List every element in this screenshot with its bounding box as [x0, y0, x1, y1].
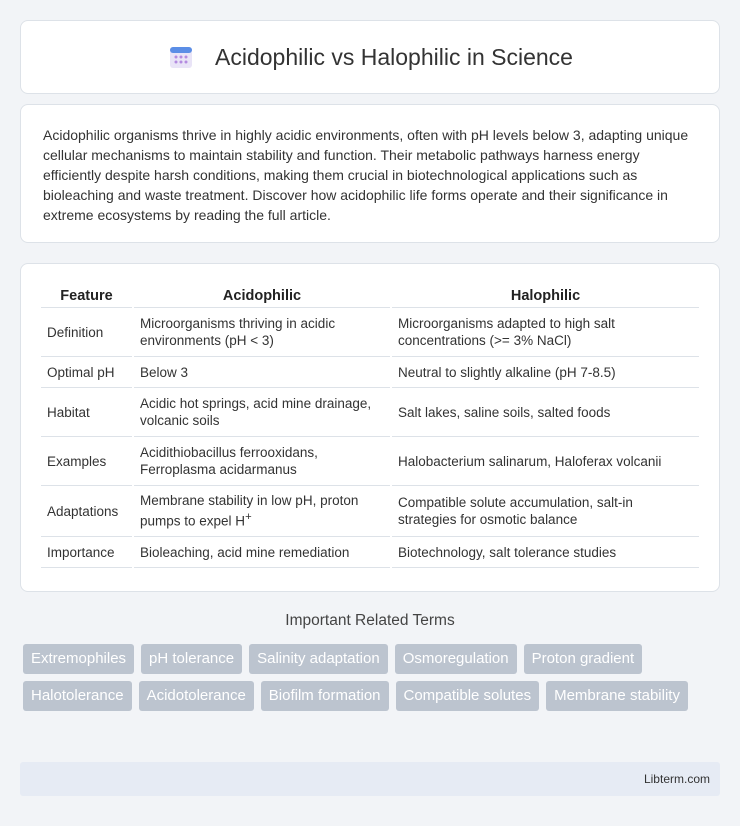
tag-proton-gradient[interactable]: Proton gradient — [524, 644, 643, 674]
table-row — [41, 537, 699, 568]
header-card — [20, 20, 720, 94]
comparison-table — [41, 284, 699, 568]
table-row — [41, 308, 699, 357]
acidophilic-cell: Bioleaching, acid mine remediation — [133, 537, 391, 568]
footer — [20, 762, 720, 796]
tag-biofilm-formation[interactable]: Biofilm formation — [261, 681, 389, 711]
tag-extremophiles[interactable]: Extremophiles — [23, 644, 134, 674]
table-row — [41, 437, 699, 486]
related-terms-title: Important Related Terms — [285, 612, 455, 629]
intro-card — [20, 104, 720, 243]
halophilic-cell: Compatible solute accumulation, salt-in strategies for osmotic balance — [391, 486, 699, 537]
acidophilic-cell: Acidic hot springs, acid mine drainage, volcanic soils — [133, 388, 391, 437]
table-row — [41, 486, 699, 537]
tag-ph-tolerance[interactable]: pH tolerance — [141, 644, 242, 674]
acidophilic-cell: Microorganisms thriving in acidic environments (pH < 3) — [133, 308, 391, 357]
table-header-row — [41, 284, 699, 308]
footer-site-link[interactable]: Libterm.com — [643, 772, 710, 786]
intro-text: Acidophilic organisms thrive in highly acidic environments, often with pH levels below 3, adapting unique cellular mechanisms to maintain stability and function. Their metabolic pathways harness energy efficiently despite harsh conditions, making them crucial in biotechnological applications such as bioleaching and waste treatment. Discover how acidophilic life forms operate and their significance in extreme ecosystems by reading the full article. — [43, 127, 689, 223]
header-feature: Feature — [41, 284, 133, 308]
page-title: Acidophilic vs Halophilic in Science — [215, 43, 573, 70]
tag-salinity-adaptation[interactable]: Salinity adaptation — [249, 644, 388, 674]
proton-superscript: + — [245, 511, 252, 524]
header-acidophilic: Acidophilic — [133, 284, 391, 308]
halophilic-cell: Microorganisms adapted to high salt concentrations (>= 3% NaCl) — [391, 308, 699, 357]
halophilic-cell: Neutral to slightly alkaline (pH 7-8.5) — [391, 357, 699, 388]
calendar-icon — [167, 43, 195, 71]
table-row — [41, 388, 699, 437]
header-halophilic: Halophilic — [391, 284, 699, 308]
tag-membrane-stability[interactable]: Membrane stability — [546, 681, 688, 711]
feature-cell: Optimal pH — [41, 357, 133, 388]
halophilic-cell: Biotechnology, salt tolerance studies — [391, 537, 699, 568]
feature-cell: Adaptations — [41, 486, 133, 537]
feature-cell: Habitat — [41, 388, 133, 437]
feature-cell: Importance — [41, 537, 133, 568]
halophilic-cell: Salt lakes, saline soils, salted foods — [391, 388, 699, 437]
acidophilic-cell: Below 3 — [133, 357, 391, 388]
tag-acidotolerance[interactable]: Acidotolerance — [139, 681, 254, 711]
acidophilic-cell: Acidithiobacillus ferrooxidans, Ferroplasma acidarmanus — [133, 437, 391, 486]
acidophilic-cell-text: Membrane stability in low pH, proton pumps to expel H — [140, 493, 359, 529]
feature-cell: Examples — [41, 437, 133, 486]
tag-osmoregulation[interactable]: Osmoregulation — [395, 644, 517, 674]
acidophilic-cell — [133, 486, 391, 537]
halophilic-cell: Halobacterium salinarum, Haloferax volcanii — [391, 437, 699, 486]
feature-cell: Definition — [41, 308, 133, 357]
tag-halotolerance[interactable]: Halotolerance — [23, 681, 132, 711]
table-row — [41, 357, 699, 388]
comparison-card — [20, 263, 720, 592]
related-terms-list — [23, 644, 723, 718]
tag-compatible-solutes[interactable]: Compatible solutes — [396, 681, 540, 711]
